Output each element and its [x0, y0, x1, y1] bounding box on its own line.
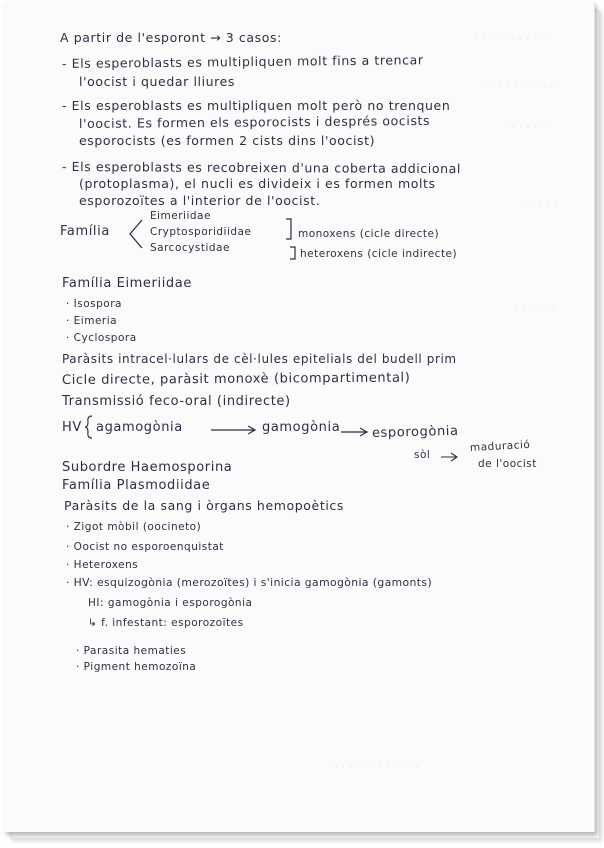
arrow-right-icon: [440, 452, 460, 462]
heteroxens-note: heteroxens (cicle indirecte): [300, 248, 458, 260]
genus-cyclospora: · Cyclospora: [66, 332, 137, 344]
show-through-text: · · · · · ·: [514, 302, 555, 313]
show-through-text: · · · · · · · · · ·: [484, 82, 554, 93]
haemo-bullet-oocist: · Oocist no esporoenquistat: [66, 541, 224, 553]
haemo-extra-hematies: · Parasita hematies: [76, 645, 187, 657]
case-3-line-1: - Els esperoblasts es recobreixen d'una coberta addicional: [61, 159, 462, 177]
haemo-infect-line: ↳ f. infestant: esporozoïtes: [88, 617, 244, 629]
case-2-line-3: esporocists (es formen 2 cists dins l'oocist): [79, 133, 376, 148]
hv-label: HV: [62, 420, 82, 435]
right-bracket-icon: [284, 218, 294, 240]
show-through-text: · · · · · · · · · · · ·: [334, 762, 419, 773]
hv-stage-gamogonia: gamogònia: [262, 420, 341, 435]
eimeriidae-title: Família Eimeriidae: [62, 276, 192, 291]
left-brace-icon: [124, 216, 146, 252]
plasmodiidae-family: Família Plasmodiidae: [62, 478, 211, 493]
haemo-bullet-zigot: · Zigot mòbil (oocineto): [66, 521, 202, 533]
case-1-line-2: l'oocist i quedar lliures: [79, 74, 236, 89]
left-brace-icon: [84, 414, 94, 440]
show-through-text: · · · · · · · · · · ·: [474, 34, 552, 45]
haemosporina-suborder: Subordre Haemosporina: [62, 460, 233, 475]
arrow-right-icon: [340, 427, 370, 437]
familia-label: Família: [60, 224, 110, 239]
hv-stage-agamogonia: agamogònia: [96, 420, 183, 435]
haemosporina-line: Paràsits de la sang i òrgans hemopoètics: [64, 498, 344, 513]
show-through-text: · · · · · · ·: [504, 122, 552, 133]
hv-note-maduracio: maduració: [469, 438, 531, 454]
eimeriidae-line-2: Cicle directe, paràsit monoxè (bicompartimental): [61, 370, 411, 388]
eimeriidae-line-1: Paràsits intracel·lulars de cèl·lules epitelials del budell prim: [62, 352, 457, 366]
haemo-bullet-hv: · HV: esquizogònia (merozoïtes) i s'inicia gamogònia (gamonts): [66, 576, 433, 589]
haemo-bullet-heteroxens: · Heteroxens: [66, 559, 139, 571]
case-2-line-1: - Els esperoblasts es multipliquen molt però no trenquen: [62, 98, 451, 113]
case-2-line-2: l'oocist. Es formen els esporocists i després oocists: [78, 112, 431, 131]
hv-stage-esporogonia: esporogònia: [371, 423, 459, 441]
familia-item-sarcocystidae: Sarcocystidae: [150, 242, 230, 254]
hv-note-sol: sòl: [414, 449, 431, 461]
intro-line: A partir de l'esporont → 3 casos:: [60, 30, 282, 45]
eimeriidae-line-3: Transmissió feco-oral (indirecte): [62, 394, 291, 409]
case-3-line-3: esporozoïtes a l'interior de l'oocist.: [79, 193, 321, 208]
hv-note-oocist: de l'oocist: [478, 458, 537, 470]
haemo-extra-hemozoina: · Pigment hemozoïna: [76, 661, 197, 673]
haemo-hi-line: HI: gamogònia i esporogònia: [88, 597, 253, 609]
arrow-right-icon: [210, 425, 258, 435]
right-bracket-icon: [288, 246, 298, 260]
monoxens-note: monoxens (cicle directe): [298, 228, 440, 240]
notebook-page: [4, 2, 595, 832]
show-through-text: · · · · ·: [524, 202, 558, 213]
familia-item-eimeriidae: Eimeriidae: [150, 210, 211, 222]
case-3-line-2: (protoplasma), el nucli es divideix i es formen molts: [79, 176, 436, 191]
case-1-line-1: - Els esperoblasts es multipliquen molt fins a trencar: [61, 52, 424, 71]
genus-isospora: · Isospora: [66, 298, 122, 310]
familia-item-cryptosporidiidae: Cryptosporidiidae: [150, 226, 252, 238]
genus-eimeria: · Eimeria: [66, 315, 118, 327]
